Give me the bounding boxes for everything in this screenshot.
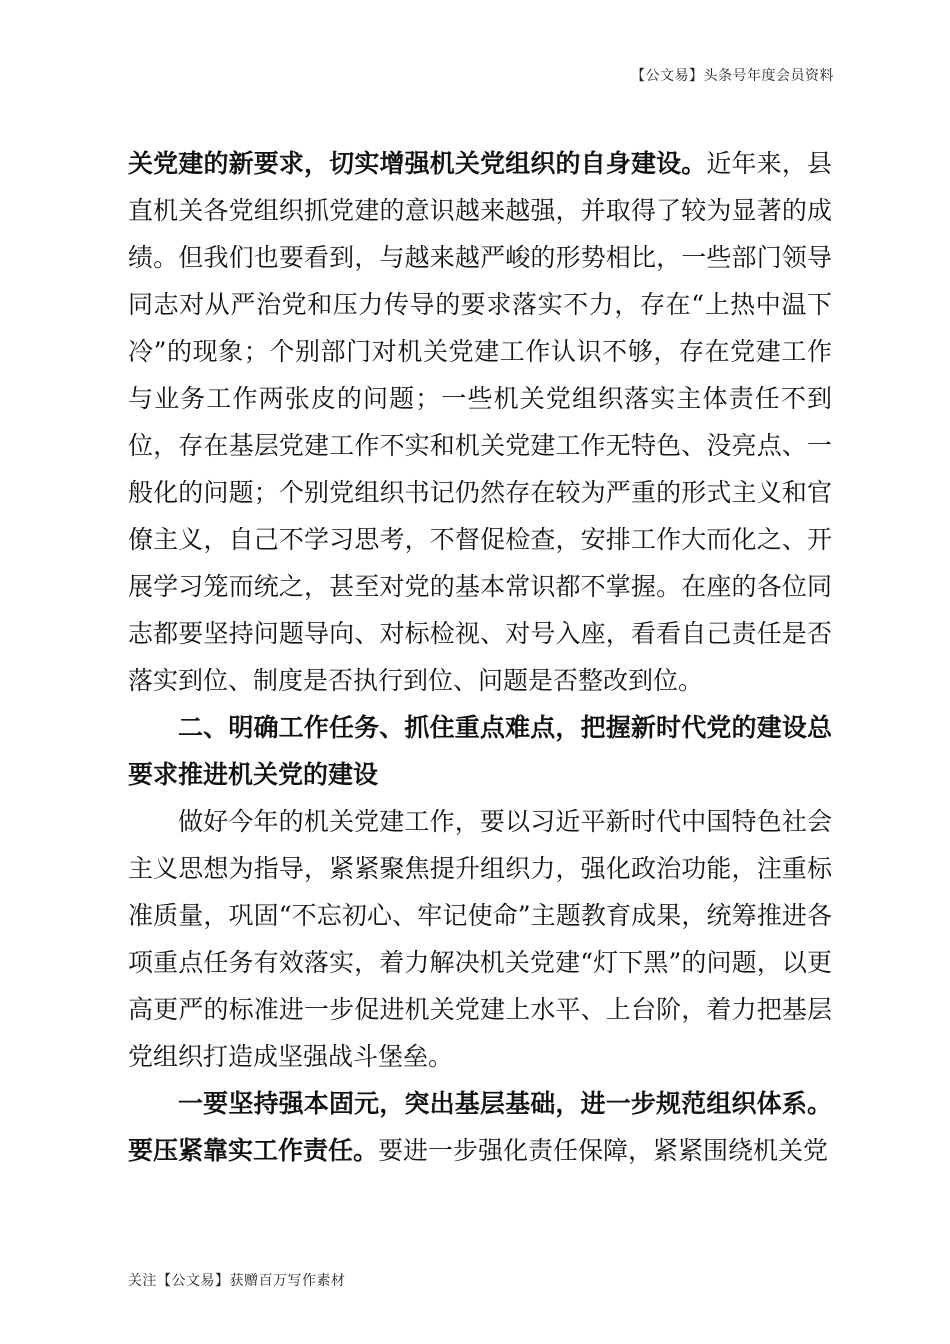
bold-lead-sentence: 关党建的新要求，切实增强机关党组织的自身建设。 <box>128 149 707 178</box>
paragraph-1-text: 近年来，县直机关各党组织抓党建的意识越来越强，并取得了较为显著的成绩。但我们也要看到，与越来越严峻的形势相比，一些部门领导同志对从严治党和压力传导的要求落实不力，存在“上热中温下冷”的现象；个别部门对机关党建工作认识不够，存在党建工作与业务工作两张皮的问题；一些机关党组织落实主体责任不到位，存在基层党建工作不实和机关党建工作无特色、没亮点、一般化的问题；个别党组织书记仍然存在较为严重的形式主义和官僚主义，自己不学习思考，不督促检查，安排工作大而化之、开展学习笼而统之，甚至对党的基本常识都不掌握。在座的各位同志都要坚持问题导向、对标检视、对号入座，看看自己责任是否落实到位、制度是否执行到位、问题是否整改到位。 <box>128 149 832 695</box>
paragraph-4 <box>128 1080 832 1174</box>
section-heading: 二、明确工作任务、抓住重点难点，把握新时代党的建设总要求推进机关党的建设 <box>128 713 832 789</box>
bold-lead-sentence-2: 要压紧靠实工作责任。 <box>128 1136 379 1165</box>
paragraph-1 <box>128 140 832 704</box>
paragraph-4-text: 要进一步强化责任保障，紧紧围绕机关党 <box>378 1136 829 1165</box>
page-header: 【公文易】头条号年度会员资料 <box>631 68 834 84</box>
page-footer: 关注【公文易】获赠百万写作素材 <box>128 1273 346 1289</box>
document-body <box>128 140 832 1174</box>
bold-lead-sentence: 一要坚持强本固元，突出基层基础，进一步规范组织体系。 <box>178 1089 832 1118</box>
paragraph-3: 做好今年的机关党建工作，要以习近平新时代中国特色社会主义思想为指导，紧紧聚焦提升组织力，强化政治功能，注重标准质量，巩固“不忘初心、牢记使命”主题教育成果，统筹推进各项重点任务有效落实，着力解决机关党建“灯下黑”的问题，以更高更严的标准进一步促进机关党建上水平、上台阶，着力把基层党组织打造成坚强战斗堡垒。 <box>128 807 832 1071</box>
